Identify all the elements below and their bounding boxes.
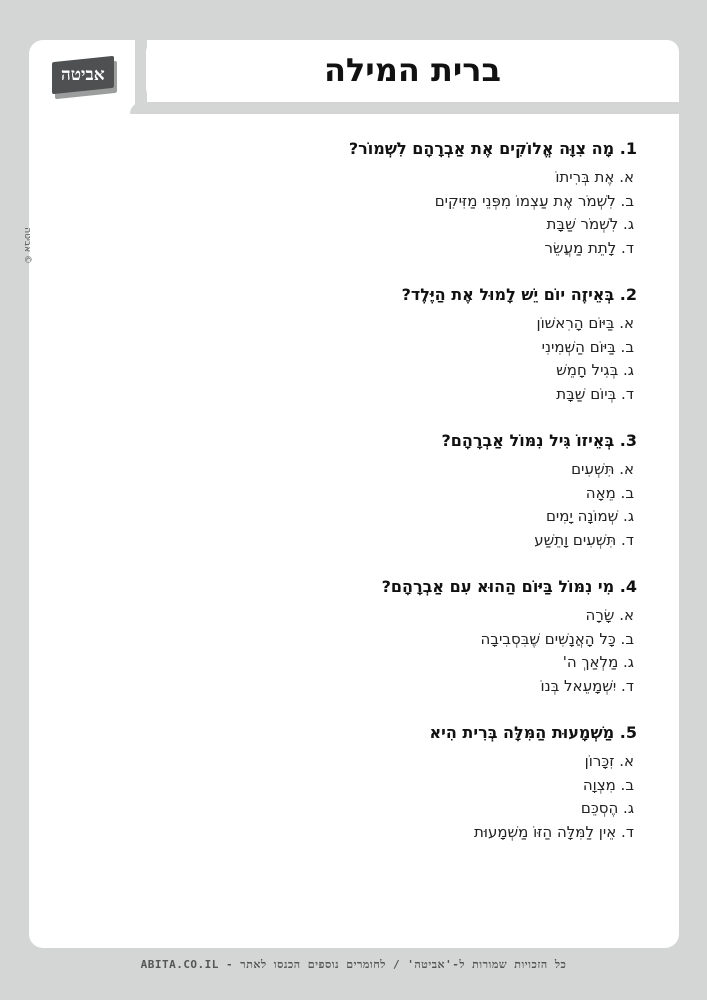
- answer-option: ד. לָתֵת מַעֲשֵׂר: [544, 238, 634, 257]
- answer-option: א. זִכָּרוֹן: [584, 752, 634, 770]
- answer-option: ב. לִשְׁמֹר אֶת עַצְמוֹ מִפְּנֵי מַזִּיקִים: [434, 191, 634, 210]
- header-notch: [130, 102, 682, 114]
- question-list: [200, 136, 637, 866]
- page-title: ברית המילה: [323, 51, 502, 89]
- answer-option: ד. יִשְׁמָעֵאל בְּנוֹ: [540, 676, 634, 695]
- question-title: 5. מַשְׁמָעוּת הַמִּלָּה בְּרִית הִיא: [429, 723, 637, 742]
- answer-option: ג. הֶסְכֵּם: [580, 799, 634, 817]
- answer-option: ב. מִצְוָה: [582, 775, 634, 794]
- answer-option: ג. בְּגִיל חָמֵשׁ: [556, 361, 634, 379]
- answer-option: ג. מַלְאַךְ ה': [562, 653, 634, 671]
- question-3: [200, 428, 637, 552]
- answer-option: א. תִּשְׁעִים: [571, 460, 634, 478]
- answer-option: א. שָׂרָה: [585, 606, 634, 624]
- answer-option: ג. לִשְׁמֹר שַׁבָּת: [546, 215, 634, 233]
- answer-option: ד. אֵין לַמִּלָּה הַזּוֹ מַשְׁמָעוּת: [474, 822, 634, 841]
- answer-option: ג. שְׁמוֹנָה יָמִים: [545, 507, 634, 525]
- footer-copyright: כל הזכויות שמורות ל-'אביטה' / לחומרים נוספים הכנסו לאתר - ABITA.CO.IL: [140, 958, 567, 971]
- question-title: 4. מִי נִמּוֹל בַּיּוֹם הַהוּא עִם אַבְרָהָם?: [381, 577, 637, 596]
- answer-option: ב. כָּל הָאֲנָשִׁים שֶׁבִּסְבִיבָה: [480, 629, 634, 648]
- question-2: [200, 282, 637, 406]
- question-1: [200, 136, 637, 260]
- question-title: 1. מָה צִוָּה אֱלוֹקִים אֶת אַבְרָהָם לִשְׁמוֹר?: [348, 139, 637, 158]
- answer-option: א. בַּיּוֹם הָרִאשׁוֹן: [536, 314, 634, 332]
- question-title: 2. בְּאֵיזֶה יוֹם יֵשׁ לָמוּל אֶת הַיֶּלֶד?: [401, 285, 637, 304]
- question-5: [200, 720, 637, 844]
- answer-option: ב. בַּיּוֹם הַשְּׁמִינִי: [541, 337, 634, 356]
- answer-option: ד. בְּיוֹם שַׁבָּת: [556, 384, 634, 403]
- answer-option: ד. תִּשְׁעִים וָתֵשַׁע: [534, 530, 634, 549]
- side-copyright: © אביטה: [22, 227, 32, 264]
- question-title: 3. בְּאֵיזוֹ גִּיל נִמּוֹל אַבְרָהָם?: [441, 431, 637, 450]
- answer-option: ב. מֵאָה: [585, 483, 634, 502]
- answer-option: א. אֶת בְּרִיתוֹ: [555, 168, 634, 186]
- question-4: [200, 574, 637, 698]
- logo-text: אביטה: [61, 65, 105, 85]
- logo: [52, 56, 114, 95]
